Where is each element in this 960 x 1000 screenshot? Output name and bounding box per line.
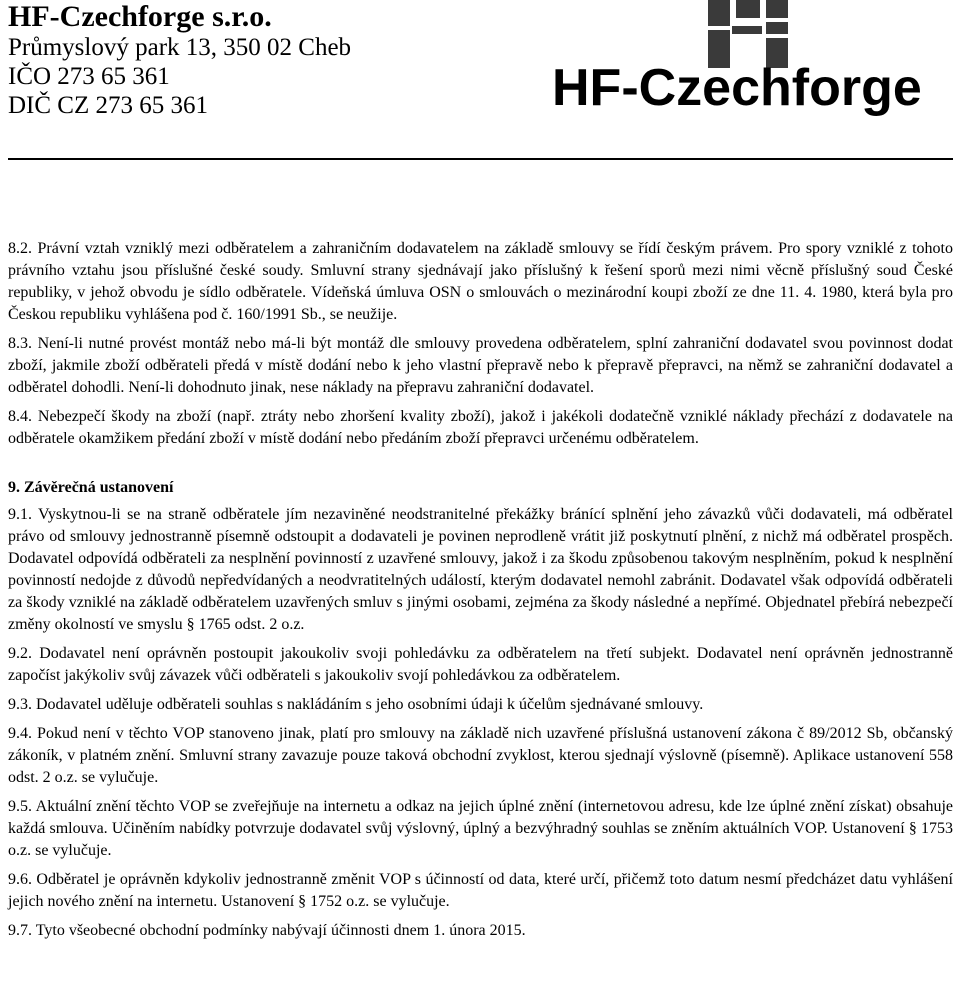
company-name: HF-Czechforge s.r.o. <box>8 0 272 33</box>
company-logo <box>552 0 936 120</box>
clause-8-3: 8.3. Není-li nutné provést montáž nebo má-li být montáž dle smlouvy provedena odběratelem, splní zahraniční dodavatel svou povinnost dodat zboží, jakmile zboží odběrateli předá v místě dodání nebo k jeho vlastní přepravě nebo k přepravě přepravci, na němž se zahraniční dodavatel a odběratel dohodli. Není-li dohodnuto jinak, nese náklady na přepravu zahraniční dodavatel. <box>8 335 953 396</box>
document-body <box>8 238 953 949</box>
header-divider <box>8 158 953 160</box>
letterhead <box>0 0 960 160</box>
clause-9-1: 9.1. Vyskytnou-li se na straně odběratele jím nezaviněné neodstranitelné překážky bránící splnění jeho závazků vůči dodavateli, má odběratel právo od smlouvy jednostranně písemně odstoupit a dodavateli je povinen neprodleně vrátit již poskytnutí plnění, z nichž má odběratel prospěch. Dodavatel odpovídá odběrateli za nesplnění povinností z uzavřené smlouvy, jakož i za škodu způsobenou takovým nesplněním, pokud k nesplnění povinností nedojde z důvodů nepředvídaných a neodvratitelných událostí, kterým dodavatel nemohl zabránit. Dodavatel však odpovídá odběrateli za škody vzniklé na základě odběratelem uzavřených smluv s jinými osobami, zejména za škody následné a nepřímé. Objednatel přebírá nebezpečí změny okolností ve smyslu § 1765 odst. 2 o.z. <box>8 506 953 633</box>
clause-8-2: 8.2. Právní vztah vzniklý mezi odběratelem a zahraničním dodavatelem na základě smlouvy se řídí českým právem. Pro spory vzniklé z tohoto právního vztahu jsou příslušné české soudy. Smluvní strany sjednávají jako příslušný k řešení sporů mezi nimi věcně příslušný soud České republiky, v jehož obvodu je sídlo odběratele. Vídeňská úmluva OSN o smlouvách o mezinárodní koupi zboží ze dne 11. 4. 1980, která byla pro Českou republiku vyhlášena pod č. 160/1991 Sb., se neužije. <box>8 240 953 323</box>
company-ico: IČO 273 65 361 <box>8 63 170 90</box>
clause-9-4: 9.4. Pokud není v těchto VOP stanoveno jinak, platí pro smlouvy na základě nich uzavřené příslušná ustanovení zákona č 89/2012 Sb, občanský zákoník, v platném znění. Smluvní strany zavazuje pouze taková obchodní zvyklost, kterou sjednají výslovně (písemně). Aplikace ustanovení 558 odst. 2 o.z. se vylučuje. <box>8 725 953 786</box>
hf-logo-mark-icon <box>708 0 788 68</box>
clause-9-5: 9.5. Aktuální znění těchto VOP se zveřejňuje na internetu a odkaz na jejich úplné znění (internetovou adresu, kde lze úplné znění získat) obsahuje každá smlouva. Učiněním nabídky potvrzuje dodavatel svůj výslovný, úplný a bezvýhradný souhlas se zněním aktuálních VOP. Ustanovení § 1753 o.z. se vylučuje. <box>8 798 953 859</box>
company-dic: DIČ CZ 273 65 361 <box>8 92 208 119</box>
clause-9-7: 9.7. Tyto všeobecné obchodní podmínky nabývají účinnosti dnem 1. února 2015. <box>8 922 526 939</box>
clause-8-4: 8.4. Nebezpečí škody na zboží (např. ztráty nebo zhoršení kvality zboží), jakož i jakékoli dodatečně vzniklé náklady přechází z dodavatele na odběratele okamžikem předání zboží v místě dodání nebo předáním zboží přepravci určenému odběratelem. <box>8 408 953 447</box>
clause-9-6: 9.6. Odběratel je oprávněn kdykoliv jednostranně změnit VOP s účinností od data, které určí, přičemž toto datum nesmí předcházet datu vyhlášení jejich nového znění na internetu. Ustanovení § 1752 o.z. se vylučuje. <box>8 871 953 910</box>
company-info <box>8 0 528 120</box>
section-heading-9: 9. Závěrečná ustanovení <box>8 479 174 496</box>
clause-9-3: 9.3. Dodavatel uděluje odběrateli souhlas s nakládáním s jeho osobními údaji k účelům sjednávané smlouvy. <box>8 696 704 713</box>
company-address: Průmyslový park 13, 350 02 Cheb <box>8 34 352 61</box>
clause-9-2: 9.2. Dodavatel není oprávněn postoupit jakoukoliv svoji pohledávku za odběratelem na třetí subjekt. Dodavatel není oprávněn jednostranně započíst jakýkoliv svůj závazek vůči odběrateli s jakoukoliv svojí pohledávkou za odběratelem. <box>8 645 953 684</box>
logo-wordmark: HF-Czechforge <box>552 59 922 117</box>
